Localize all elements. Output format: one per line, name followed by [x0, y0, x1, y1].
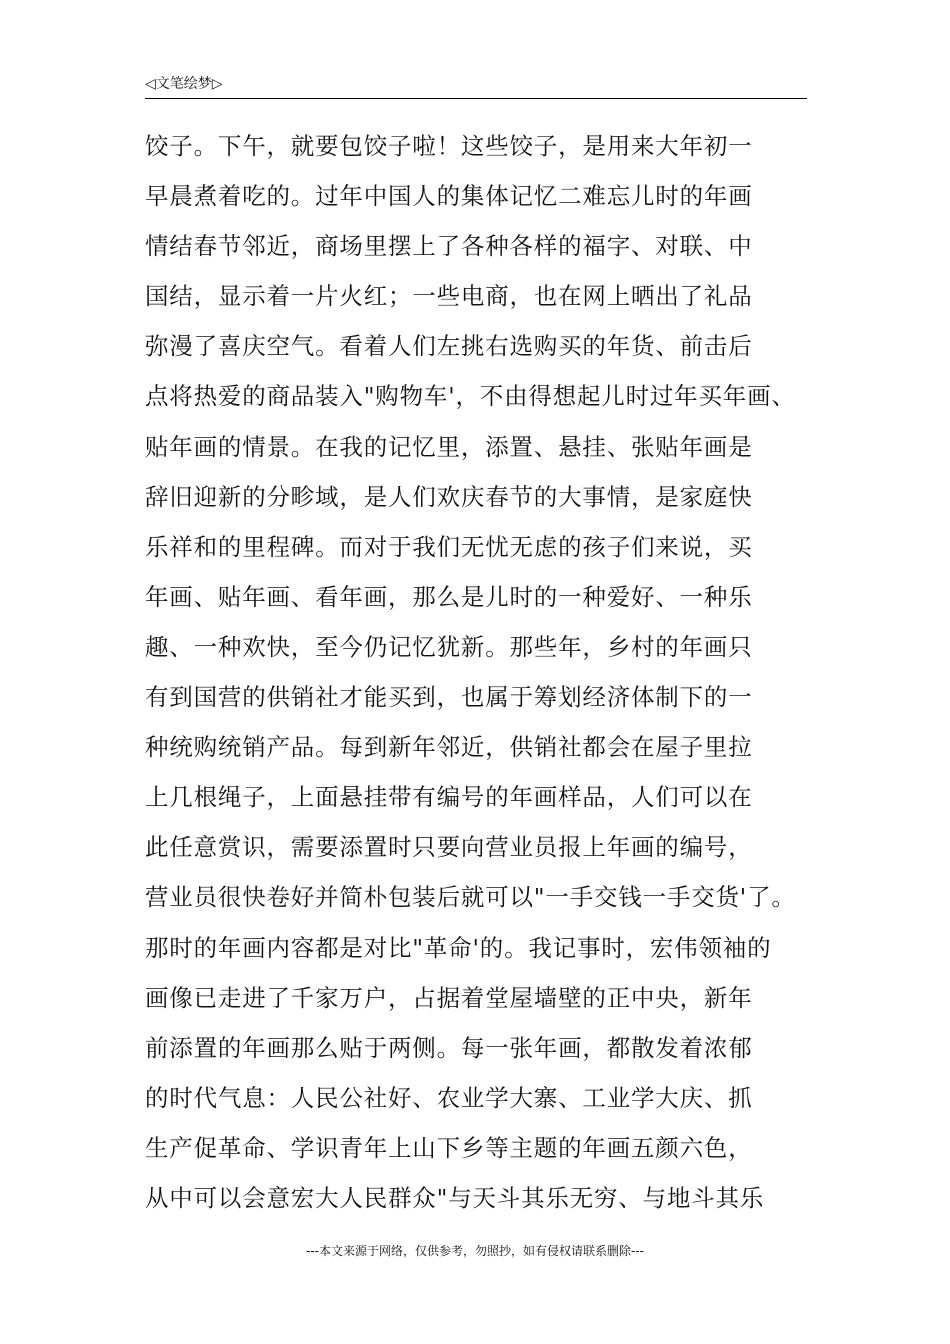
text-line: 前添置的年画那么贴于两侧。每一张年画，都散发着浓郁	[145, 1033, 753, 1062]
text-line: 营业员很快卷好并简朴包装后就可以"一手交钱一手交货'了。	[145, 883, 796, 912]
text-line: 点将热爱的商品装入"购物车'，不由得想起儿时过年买年画、	[145, 382, 796, 411]
text-line: 的时代气息：人民公社好、农业学大寨、工业学大庆、抓	[145, 1083, 753, 1112]
page-header	[145, 74, 807, 99]
text-line: 从中可以会意宏大人民群众"与天斗其乐无穷、与地斗其乐	[145, 1183, 765, 1212]
text-line: 弥漫了喜庆空气。看着人们左挑右选购买的年货、前击后	[145, 332, 753, 361]
text-line: 饺子。下午，就要包饺子啦！这些饺子，是用来大年初一	[145, 132, 753, 160]
text-line: 情结春节邻近，商场里摆上了各种各样的福字、对联、中	[145, 232, 753, 261]
page-footer: ---本文来源于网络，仅供参考，勿照抄，如有侵权请联系删除---	[306, 1244, 644, 1258]
text-line: 早晨煮着吃的。过年中国人的集体记忆二难忘儿时的年画	[145, 182, 753, 211]
text-line: 生产促革命、学识青年上山下乡等主题的年画五颜六色，	[145, 1133, 753, 1162]
text-line: 乐祥和的里程碑。而对于我们无忧无虑的孩子们来说，买	[145, 532, 753, 561]
text-line: 种统购统销产品。每到新年邻近，供销社都会在屋子里拉	[145, 733, 753, 762]
text-line: 画像已走进了千家万户，占据着堂屋墙壁的正中央，新年	[145, 983, 753, 1012]
text-line: 有到国营的供销社才能买到，也属于筹划经济体制下的一	[145, 683, 753, 712]
text-line: 国结，显示着一片火红；一些电商，也在网上晒出了礼品	[145, 282, 753, 311]
text-line: 趣、一种欢快，至今仍记忆犹新。那些年，乡村的年画只	[145, 632, 753, 661]
header-title: ◁文笔绘梦▷	[145, 76, 223, 92]
text-line: 贴年画的情景。在我的记忆里，添置、悬挂、张贴年画是	[145, 432, 753, 461]
text-line: 年画、贴年画、看年画，那么是儿时的一种爱好、一种乐	[145, 582, 753, 611]
text-line: 那时的年画内容都是对比"革命'的。我记事时，宏伟领袖的	[145, 933, 772, 962]
text-line: 辞旧迎新的分畛域，是人们欢庆春节的大事情，是家庭快	[145, 482, 753, 511]
text-line: 上几根绳子，上面悬挂带有编号的年画样品，人们可以在	[145, 783, 753, 812]
body-text	[145, 128, 825, 1230]
text-line: 此任意赏识，需要添置时只要向营业员报上年画的编号，	[145, 833, 753, 862]
